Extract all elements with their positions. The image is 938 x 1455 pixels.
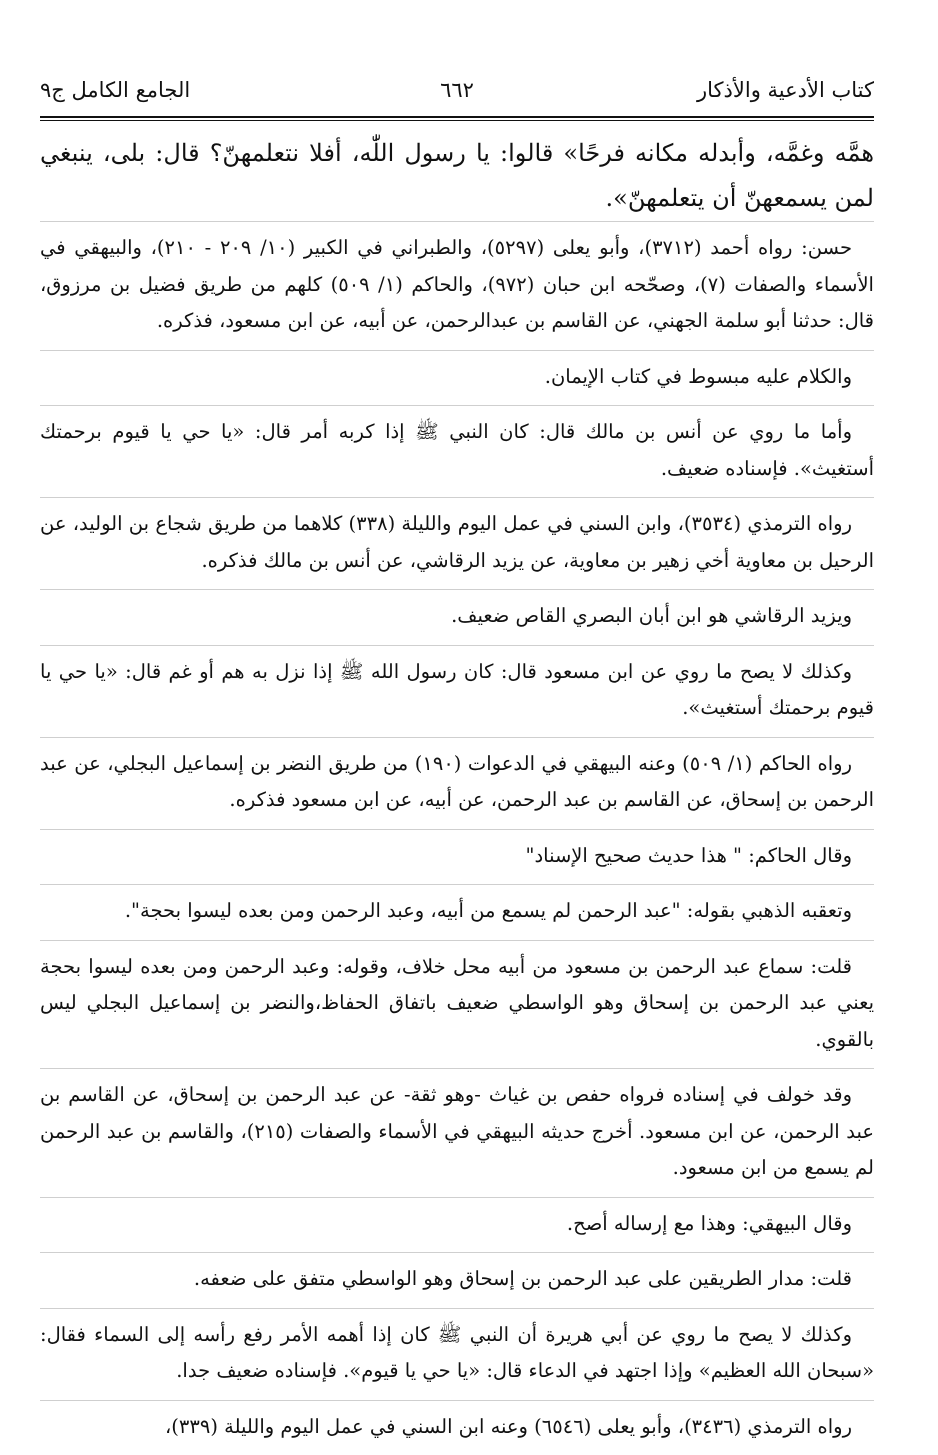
separator	[40, 497, 874, 498]
paragraph: والكلام عليه مبسوط في كتاب الإيمان.	[544, 364, 852, 388]
separator	[40, 589, 874, 590]
book-title: كتاب الأدعية والأذكار	[697, 78, 874, 102]
separator	[40, 645, 874, 646]
paragraph: رواه الحاكم (١/ ٥٠٩) وعنه البيهقي في الدعوات (١٩٠) من طريق النضر بن إسماعيل البجلي، عن عبد الرحمن بن إسحاق، عن القاسم بن عبد الرحمن، عن أبيه، عن ابن مسعود فذكره.	[40, 751, 874, 811]
paragraph: رواه الترمذي (٣٤٣٦)، وأبو يعلى (٦٥٤٦) وعنه ابن السني في عمل اليوم والليلة (٣٣٩)،	[165, 1414, 852, 1438]
running-header	[40, 70, 874, 110]
separator	[40, 405, 874, 406]
paragraph: حسن: رواه أحمد (٣٧١٢)، وأبو يعلى (٥٢٩٧)، والطبراني في الكبير (١٠/ ٢٠٩ - ٢١٠)، والبيهقي في الأسماء والصفات (٧)، وصحّحه ابن حبان (٩٧٢)، والحاكم (١/ ٥٠٩) كلهم من طريق فضيل بن مرزوق، قال: حدثنا أبو سلمة الجهني، عن القاسم بن عبدالرحمن، عن أبيه، عن ابن مسعود، فذكره.	[40, 236, 874, 332]
header-rule-thin	[40, 120, 874, 121]
separator	[40, 737, 874, 738]
separator	[40, 1252, 874, 1253]
paragraph: وتعقبه الذهبي بقوله: "عبد الرحمن لم يسمع من أبيه، وعبد الرحمن ومن بعده ليسوا بحجة".	[124, 899, 852, 922]
paragraph: قلت: سماع عبد الرحمن بن مسعود من أبيه محل خلاف، وقوله: وعبد الرحمن ومن بعده ليسوا بحجة يعني عبد الرحمن بن إسحاق وهو الواسطي ضعيف باتفاق الحفاظ،والنضر بن إسماعيل البجلي ليس بالقوي.	[40, 954, 874, 1051]
separator	[40, 940, 874, 941]
separator	[40, 829, 874, 830]
paragraph: ويزيد الرقاشي هو ابن أبان البصري القاص ضعيف.	[451, 604, 852, 627]
paragraph: وقال الحاكم: " هذا حديث صحيح الإسناد"	[525, 843, 852, 867]
paragraph: رواه الترمذي (٣٥٣٤)، وابن السني في عمل اليوم والليلة (٣٣٨) كلاهما من طريق شجاع بن الوليد، عن الرحيل بن معاوية أخي زهير بن معاوية، عن يزيد الرقاشي، عن أنس بن مالك فذكره.	[40, 512, 874, 572]
volume-label: الجامع الكامل ج٩	[40, 78, 191, 102]
paragraph: قلت: مدار الطريقين على عبد الرحمن بن إسحاق وهو الواسطي متفق على ضعفه.	[193, 1267, 852, 1290]
separator	[40, 350, 874, 351]
paragraph: وكذلك لا يصح ما روي عن ابن مسعود قال: كان رسول الله ﷺ إذا نزل به هم أو غم قال: «يا حي يا قيوم برحمتك أستغيث».	[40, 659, 874, 719]
lead-text: همَّه وغمَّه، وأبدله مكانه فرحًا» قالوا: يا رسول اللّٰه، أفلا نتعلمهنّ؟ قال: بلى، ينبغي لمن يسمعهنّ أن يتعلمهنّ».	[40, 139, 874, 212]
separator	[40, 1400, 874, 1401]
paragraph: وقد خولف في إسناده فرواه حفص بن غياث -وهو ثقة- عن عبد الرحمن بن إسحاق، عن القاسم بن عبد الرحمن، عن ابن مسعود. أخرج حديثه البيهقي في الأسماء والصفات (٢١٥)، والقاسم بن عبد الرحمن لم يسمع من ابن مسعود.	[40, 1083, 874, 1179]
separator	[40, 1197, 874, 1198]
page-number: ٦٦٢	[440, 78, 474, 102]
paragraph: وأما ما روي عن أنس بن مالك قال: كان النبي ﷺ إذا كربه أمر قال: «يا حي يا قيوم برحمتك أستغيث». فإسناده ضعيف.	[40, 420, 874, 480]
paragraph: وكذلك لا يصح ما روي عن أبي هريرة أن النبي ﷺ كان إذا أهمه الأمر رفع رأسه إلى السماء فقال: «سبحان الله العظيم» وإذا اجتهد في الدعاء قال: «يا حي يا قيوم». فإسناده ضعيف جدا.	[40, 1322, 874, 1382]
header-rule	[40, 116, 874, 118]
separator	[40, 1308, 874, 1309]
separator	[40, 884, 874, 885]
separator	[40, 1068, 874, 1069]
book-page	[40, 70, 874, 1455]
paragraph: وقال البيهقي: وهذا مع إرساله أصح.	[566, 1211, 852, 1235]
separator	[40, 221, 874, 222]
